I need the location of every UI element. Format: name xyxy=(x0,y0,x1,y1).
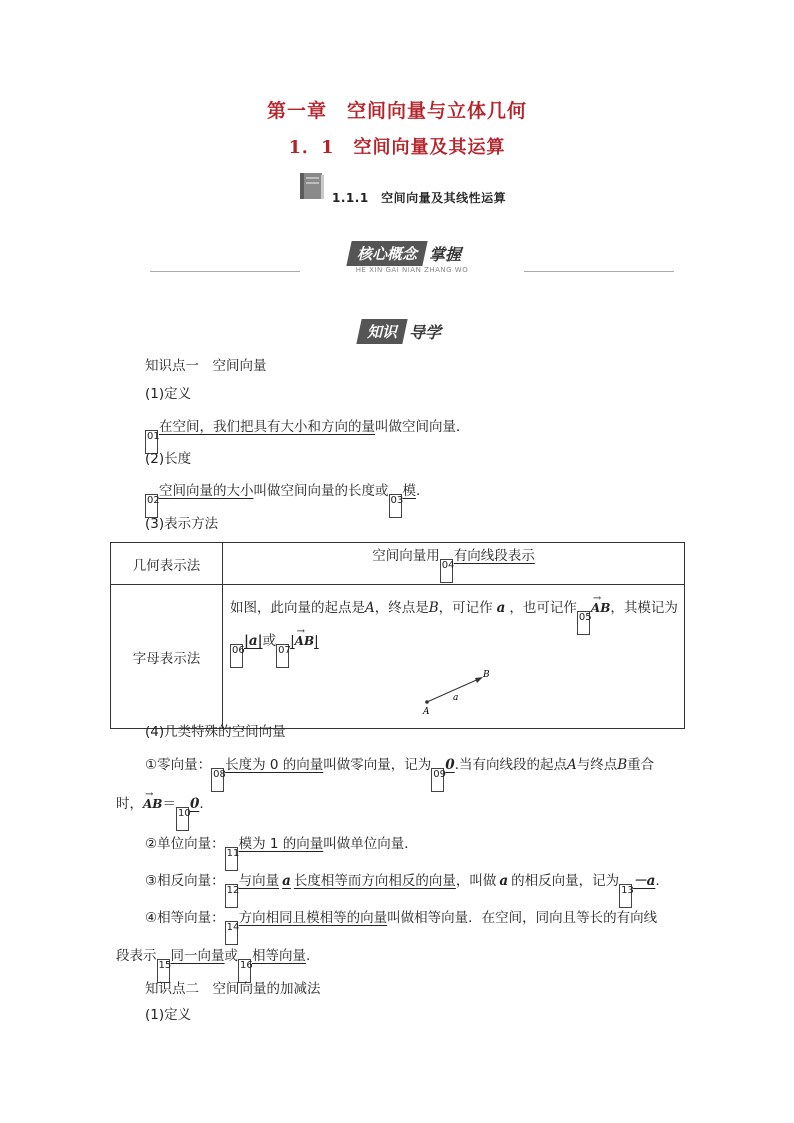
answer: 与向量 xyxy=(238,873,280,889)
answer: 空间向量的大小 xyxy=(159,483,254,499)
banner-dark-label: 核心概念 xyxy=(346,241,427,266)
table-cell-value xyxy=(223,585,685,729)
arrowhead xyxy=(475,677,483,683)
answer: |a| xyxy=(244,633,263,649)
vector-ab: → AB xyxy=(143,794,162,814)
answer: －a xyxy=(633,873,656,889)
blank-number: 02 xyxy=(145,494,158,518)
unit-vector-line xyxy=(145,834,418,871)
banner-light-label: 掌握 xyxy=(429,244,462,264)
vector-a: a xyxy=(282,873,291,889)
banner-pinyin: HE XIN GAI NIAN ZHANG WO xyxy=(300,266,524,274)
kp2-title: 知识点二 空间向量的加减法 xyxy=(145,981,321,997)
text: 或 xyxy=(224,948,238,964)
text: ，也可记作 xyxy=(509,600,577,616)
banner-core-concepts xyxy=(349,240,461,266)
banner2-dark-label: 知识 xyxy=(356,319,407,344)
blank-number: 09 xyxy=(431,768,444,792)
text: 空间向量用 xyxy=(372,548,440,564)
kp1-rep-heading: (3)表示方法 xyxy=(145,516,219,532)
vector-figure xyxy=(419,668,499,718)
vector-ab: → AB xyxy=(591,598,610,618)
figure-label-b: B xyxy=(483,670,490,680)
text: 与终点 xyxy=(576,757,618,773)
text: ，其模记为 xyxy=(610,600,678,616)
equal-vector-line2 xyxy=(116,946,310,983)
blank-number: 08 xyxy=(211,768,224,792)
answer: 在空间，我们把具有大小和方向的量 xyxy=(159,419,375,435)
representation-table xyxy=(110,542,685,729)
blank-number: 01 xyxy=(145,430,158,454)
chapter-title: 第一章 空间向量与立体几何 xyxy=(266,100,527,122)
abs-bar: | xyxy=(314,633,319,649)
vector-a: a xyxy=(499,873,509,889)
kp1-def-line xyxy=(145,417,470,454)
blank-number: 15 xyxy=(157,959,170,983)
text: . xyxy=(416,483,421,499)
text: 叫做单位向量． xyxy=(323,836,418,852)
blank-number: 07 xyxy=(276,644,289,668)
answer: 模 xyxy=(402,483,416,499)
blank-number: 14 xyxy=(225,921,238,945)
banner-knowledge-guide xyxy=(359,319,441,343)
kp1-def-heading: (1)定义 xyxy=(145,386,192,402)
zero-vector-line2 xyxy=(116,794,204,831)
answer: 0 xyxy=(189,796,200,812)
banner2-light-label: 导学 xyxy=(409,322,442,342)
text: ，可记作 xyxy=(438,600,493,616)
text: . xyxy=(199,796,204,812)
kp2-def-heading: (1)定义 xyxy=(145,1007,192,1023)
vector-ab: → AB xyxy=(295,631,314,651)
answer: 相等向量 xyxy=(252,948,306,964)
blank-number: 05 xyxy=(577,611,590,635)
zero-vector-line1 xyxy=(145,755,654,792)
table-line-2 xyxy=(230,631,319,668)
blank-number: 10 xyxy=(176,807,189,831)
text: ③相反向量： xyxy=(145,873,225,889)
text: 段表示 xyxy=(116,948,157,964)
text: 叫做相等向量．在空间，同向且等长的有向线 xyxy=(387,910,658,926)
text: ②单位向量： xyxy=(145,836,225,852)
answer: 方向相同且模相等的向量 xyxy=(238,910,388,926)
book-icon xyxy=(297,171,325,201)
text: ，终点是 xyxy=(374,600,429,616)
opposite-vector-line xyxy=(145,871,660,908)
text: ，叫做 xyxy=(455,873,497,889)
blank-number: 04 xyxy=(440,559,453,583)
answer: 0 xyxy=(445,757,455,773)
answer: 长度为 0 的向量 xyxy=(225,757,324,773)
table-cell-label: 几何表示法 xyxy=(111,543,223,585)
point-a: A xyxy=(365,600,375,616)
blank-number: 16 xyxy=(238,959,251,983)
vector-a: a xyxy=(496,600,506,616)
text: 叫做空间向量． xyxy=(375,419,470,435)
kp1-len-line xyxy=(145,481,420,518)
text: 时， xyxy=(116,796,143,812)
text: .当有向线段的起点 xyxy=(454,757,567,773)
point-a: A xyxy=(566,757,577,773)
kp1-len-heading: (2)长度 xyxy=(145,451,192,467)
answer: 同一向量 xyxy=(170,948,225,964)
text: 叫做空间向量的长度或 xyxy=(253,483,389,499)
abs-bar: | xyxy=(290,633,295,649)
answer: 模为 1 的向量 xyxy=(238,836,324,852)
answer: 长度相等而方向相反的向量 xyxy=(293,873,456,889)
start-point xyxy=(425,700,429,704)
text: 重合 xyxy=(627,757,655,773)
text: 叫做零向量，记为 xyxy=(323,757,432,773)
text: 如图，此向量的起点是 xyxy=(230,600,365,616)
kp1-title: 知识点一 空间向量 xyxy=(145,358,267,374)
figure-label-vector: a xyxy=(453,693,459,703)
point-b: B xyxy=(428,600,439,616)
answer: 有向线段表示 xyxy=(453,548,535,564)
blank-number: 03 xyxy=(389,494,402,518)
subsection-title: 1.1.1 空间向量及其线性运算 xyxy=(332,191,507,205)
text: ①零向量： xyxy=(145,757,212,773)
special-heading: (4)几类特殊的空间向量 xyxy=(145,724,286,740)
table-row xyxy=(111,543,685,585)
equal-vector-line1 xyxy=(145,908,657,945)
text: . xyxy=(655,873,660,889)
figure-label-a: A xyxy=(423,707,430,717)
text: . xyxy=(306,948,311,964)
text: ＝ xyxy=(162,796,176,812)
text: 或 xyxy=(262,633,277,649)
table-cell-value xyxy=(223,543,685,585)
blank-number: 13 xyxy=(619,884,632,908)
table-cell-label: 字母表示法 xyxy=(111,585,223,729)
blank-number: 11 xyxy=(225,847,238,871)
blank-number: 12 xyxy=(225,884,238,908)
text: 的相反向量，记为 xyxy=(511,873,620,889)
section-title: 1．1 空间向量及其运算 xyxy=(288,137,506,158)
text: ④相等向量： xyxy=(145,910,225,926)
table-row xyxy=(111,585,685,729)
point-b: B xyxy=(617,757,628,773)
blank-number: 06 xyxy=(230,644,243,668)
